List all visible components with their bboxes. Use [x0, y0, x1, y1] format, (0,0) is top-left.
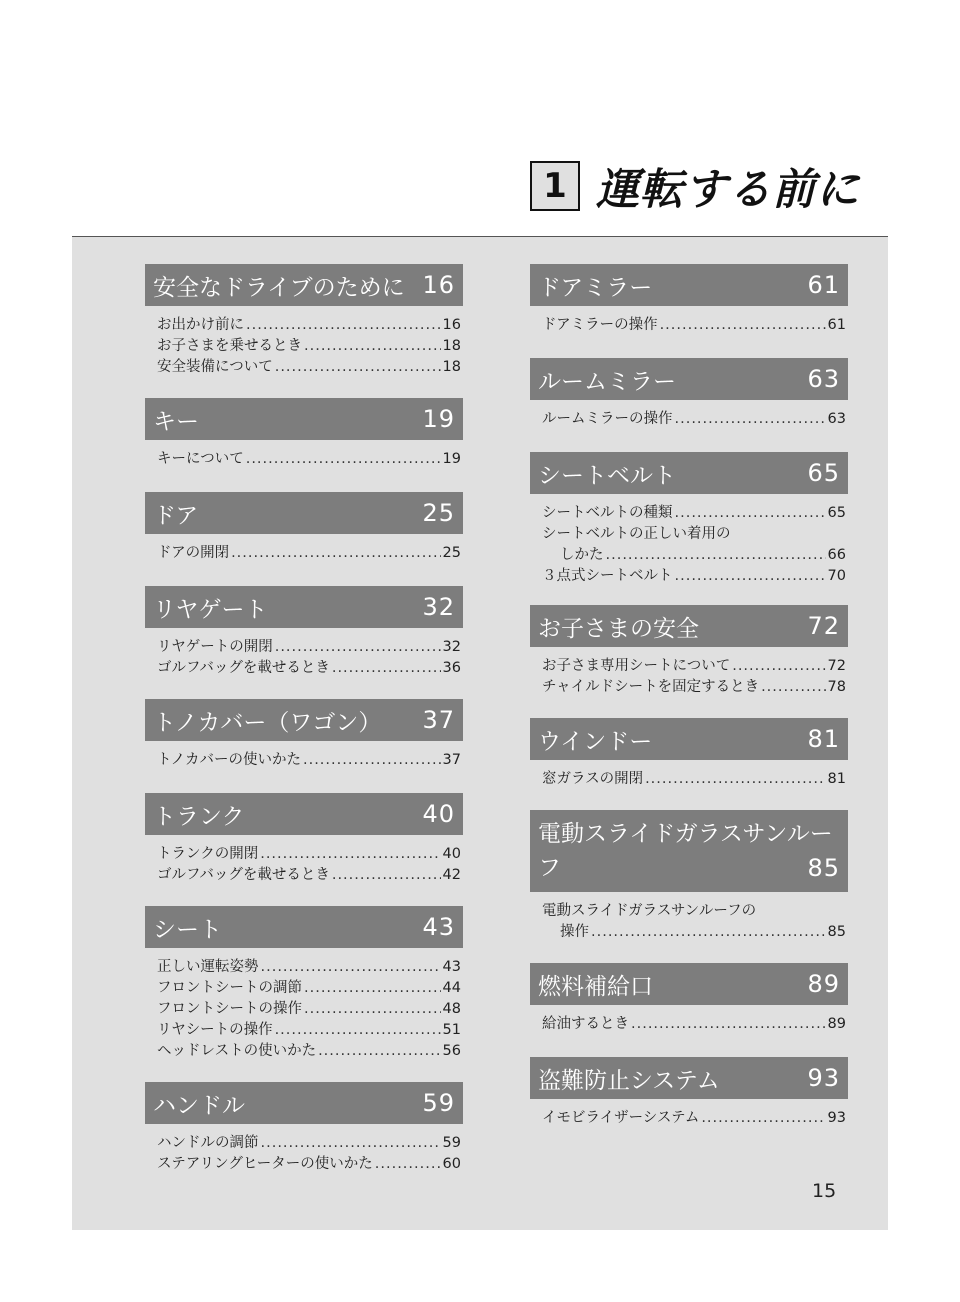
section-header[interactable]: [530, 358, 848, 400]
entry-page: 60: [442, 1156, 461, 1172]
toc-section: [145, 586, 463, 679]
section-page: 32: [422, 593, 455, 621]
entry-label: ドアミラーの操作: [542, 317, 658, 333]
toc-entry[interactable]: [157, 357, 461, 378]
entry-label: リヤゲートの開閉: [157, 639, 273, 655]
entry-page: 56: [442, 1043, 461, 1059]
toc-right-column: [530, 264, 848, 1129]
toc-entry[interactable]: [542, 503, 846, 524]
entry-label: 安全装備について: [157, 359, 273, 375]
section-title-continued: フ: [538, 855, 561, 881]
dot-leader: [231, 543, 440, 564]
entry-page: 25: [442, 545, 461, 561]
section-title: 燃料補給口: [538, 973, 653, 1000]
entry-label: ハンドルの調節: [157, 1135, 259, 1151]
entry-label: ヘッドレストの使いかた: [157, 1043, 317, 1059]
section-title: ドア: [153, 502, 199, 529]
section-page: 93: [807, 1064, 840, 1092]
dot-leader: [701, 1108, 825, 1129]
dot-leader: [675, 503, 826, 524]
section-title: リヤゲート: [153, 596, 268, 623]
toc-entry[interactable]: [542, 315, 846, 336]
section-header[interactable]: [530, 605, 848, 647]
entry-label: シートベルトの種類: [542, 505, 673, 521]
dot-leader: [591, 922, 826, 943]
entry-page: 18: [442, 338, 461, 354]
section-title: シートベルト: [538, 462, 676, 489]
entry-label: 窓ガラスの開閉: [542, 771, 644, 787]
toc-entry[interactable]: [157, 750, 461, 771]
dot-leader: [304, 978, 441, 999]
entry-first-line[interactable]: シートベルトの正しい着用の: [542, 526, 731, 542]
dot-leader: [631, 1014, 826, 1035]
section-title: トランク: [153, 803, 245, 830]
entry-page: 37: [442, 752, 461, 768]
section-page: 85: [807, 854, 840, 882]
section-title: ルームミラー: [538, 368, 676, 395]
entry-label: トノカバーの使いかた: [157, 752, 301, 768]
toc-section: [530, 452, 848, 587]
section-header[interactable]: [145, 699, 463, 741]
entry-page: 81: [827, 771, 846, 787]
toc-entry[interactable]: [157, 1020, 461, 1041]
entry-label: ゴルフバッグを載せるとき: [157, 660, 330, 676]
dot-leader: [732, 656, 825, 677]
dot-leader: [260, 844, 440, 865]
toc-entry[interactable]: [157, 637, 461, 658]
toc-section: [530, 1057, 848, 1129]
dot-leader: [660, 315, 826, 336]
section-title: お子さまの安全: [538, 615, 699, 642]
toc-entry[interactable]: [157, 1154, 461, 1175]
toc-section: [145, 492, 463, 564]
dot-leader: [275, 357, 441, 378]
section-page: 61: [807, 271, 840, 299]
entry-page: 59: [442, 1135, 461, 1151]
entry-page: 36: [442, 660, 461, 676]
dot-leader: [761, 677, 825, 698]
entry-label: ドアの開閉: [157, 545, 230, 561]
section-page: 40: [422, 800, 455, 828]
section-page: 72: [807, 612, 840, 640]
toc-entry[interactable]: [157, 449, 461, 470]
section-header[interactable]: [530, 718, 848, 760]
toc-entry[interactable]: [157, 658, 461, 679]
section-title: トノカバー（ワゴン）: [153, 709, 382, 736]
entry-first-line[interactable]: 電動スライドガラスサンルーフの: [542, 903, 757, 919]
toc-entry[interactable]: [542, 769, 846, 790]
toc-entry[interactable]: [157, 978, 461, 999]
entry-label: リヤシートの操作: [157, 1022, 273, 1038]
dot-leader: [304, 336, 441, 357]
entry-label: お子さまを乗せるとき: [157, 338, 302, 354]
dot-leader: [332, 658, 441, 679]
toc-section: [145, 793, 463, 886]
chapter-heading: [530, 160, 860, 215]
page-number: 15: [812, 1180, 837, 1202]
section-page: 65: [807, 459, 840, 487]
entry-page: 70: [827, 568, 846, 584]
toc-left-column: [145, 264, 463, 1175]
entry-label: チャイルドシートを固定するとき: [542, 679, 760, 695]
toc-entry[interactable]: [542, 1014, 846, 1035]
toc-entry[interactable]: [542, 545, 846, 566]
toc-entry[interactable]: [157, 1041, 461, 1062]
section-title: ドアミラー: [538, 274, 653, 301]
section-page: 59: [422, 1089, 455, 1117]
section-page: 43: [422, 913, 455, 941]
entry-page: 43: [442, 959, 461, 975]
entry-label: しかた: [560, 547, 604, 563]
section-page: 16: [422, 271, 455, 299]
toc-entry[interactable]: [542, 409, 846, 430]
section-header[interactable]: [530, 963, 848, 1005]
entry-label: ゴルフバッグを載せるとき: [157, 867, 330, 883]
section-title: シート: [153, 916, 222, 943]
dot-leader: [304, 999, 441, 1020]
toc-entry[interactable]: [542, 677, 846, 698]
toc-section: [530, 963, 848, 1035]
toc-section: [530, 718, 848, 790]
section-header[interactable]: [145, 906, 463, 948]
chapter-number: 1: [530, 161, 580, 211]
section-title: 安全なドライブのために: [153, 274, 405, 301]
toc-entry[interactable]: [157, 957, 461, 978]
entry-label: フロントシートの操作: [157, 1001, 302, 1017]
dot-leader: [675, 409, 826, 430]
entry-page: 44: [442, 980, 461, 996]
section-header[interactable]: [145, 1082, 463, 1124]
entry-label: フロントシートの調節: [157, 980, 302, 996]
dot-leader: [675, 566, 826, 587]
entry-label: ３点式シートベルト: [542, 568, 673, 584]
entry-label: ステアリングヒーターの使いかた: [157, 1156, 373, 1172]
entry-page: 42: [442, 867, 461, 883]
toc-entry[interactable]: [157, 336, 461, 357]
toc-section: [530, 810, 848, 943]
toc-entry[interactable]: [542, 922, 846, 943]
entry-label: キーについて: [157, 451, 244, 467]
dot-leader: [303, 750, 441, 771]
entry-page: 85: [827, 924, 846, 940]
entry-page: 89: [827, 1016, 846, 1032]
section-title: 電動スライドガラスサンルー: [538, 821, 833, 847]
section-page: 89: [807, 970, 840, 998]
section-page: 25: [422, 499, 455, 527]
entry-label: お子さま専用シートについて: [542, 658, 731, 674]
toc-section: [530, 264, 848, 336]
dot-leader: [275, 637, 441, 658]
section-header[interactable]: [145, 398, 463, 440]
toc-section: [530, 358, 848, 430]
section-title: ウインドー: [538, 728, 653, 755]
toc-entry[interactable]: [542, 1108, 846, 1129]
toc-entry[interactable]: [157, 315, 461, 336]
entry-page: 61: [827, 317, 846, 333]
entry-label: トランクの開閉: [157, 846, 259, 862]
dot-leader: [246, 449, 441, 470]
entry-label: 正しい運転姿勢: [157, 959, 259, 975]
entry-page: 18: [442, 359, 461, 375]
toc-entry[interactable]: [157, 865, 461, 886]
section-title: キー: [153, 408, 199, 435]
section-page: 81: [807, 725, 840, 753]
toc-entry[interactable]: [157, 844, 461, 865]
section-header[interactable]: [145, 492, 463, 534]
section-header[interactable]: [530, 264, 848, 306]
section-header[interactable]: [530, 452, 848, 494]
entry-label: イモビライザーシステム: [542, 1110, 700, 1126]
toc-entry[interactable]: [157, 543, 461, 564]
section-page: 63: [807, 365, 840, 393]
section-page: 37: [422, 706, 455, 734]
section-title: 盗難防止システム: [538, 1067, 720, 1094]
entry-page: 16: [442, 317, 461, 333]
entry-page: 78: [827, 679, 846, 695]
toc-entry[interactable]: [542, 566, 846, 587]
entry-page: 48: [442, 1001, 461, 1017]
dot-leader: [318, 1041, 440, 1062]
entry-page: 63: [827, 411, 846, 427]
toc-section: [145, 1082, 463, 1175]
dot-leader: [606, 545, 826, 566]
entry-page: 40: [442, 846, 461, 862]
toc-entry[interactable]: [157, 1133, 461, 1154]
toc-section: [145, 699, 463, 771]
section-header[interactable]: [145, 586, 463, 628]
dot-leader: [275, 1020, 441, 1041]
dot-leader: [645, 769, 825, 790]
section-header[interactable]: [530, 1057, 848, 1099]
toc-section: [530, 605, 848, 698]
entry-label: ルームミラーの操作: [542, 411, 673, 427]
dot-leader: [261, 1133, 441, 1154]
entry-page: 19: [442, 451, 461, 467]
dot-leader: [375, 1154, 441, 1175]
entry-label: 給油するとき: [542, 1016, 629, 1032]
toc-entry[interactable]: [157, 999, 461, 1020]
entry-label: お出かけ前に: [157, 317, 244, 333]
section-header[interactable]: [530, 810, 848, 892]
toc-entry[interactable]: [542, 656, 846, 677]
toc-section: [145, 906, 463, 1062]
toc-section: [145, 264, 463, 378]
dot-leader: [246, 315, 441, 336]
entry-page: 93: [827, 1110, 846, 1126]
toc-section: [145, 398, 463, 470]
entry-label: 操作: [560, 924, 589, 940]
entry-page: 72: [827, 658, 846, 674]
chapter-title: 運転する前に: [596, 164, 860, 215]
entry-page: 51: [442, 1022, 461, 1038]
section-title: ハンドル: [153, 1092, 245, 1119]
dot-leader: [261, 957, 441, 978]
dot-leader: [332, 865, 441, 886]
section-header[interactable]: [145, 793, 463, 835]
entry-page: 66: [827, 547, 846, 563]
entry-page: 32: [442, 639, 461, 655]
section-header[interactable]: [145, 264, 463, 306]
section-page: 19: [422, 405, 455, 433]
entry-page: 65: [827, 505, 846, 521]
